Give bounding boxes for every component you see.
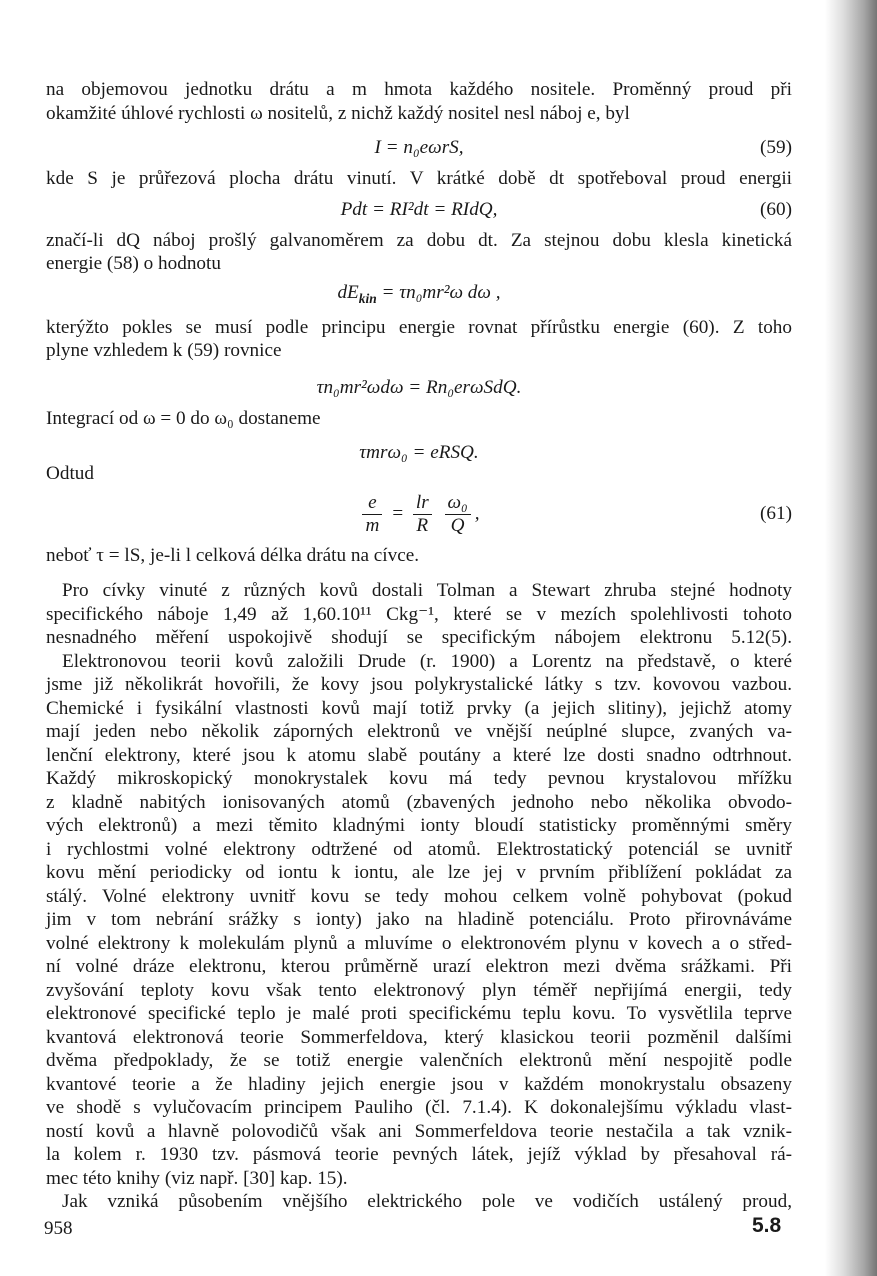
text-line: kvantová elektronová teorie Sommerfeldova, který klasickou teorii pozměnil dalšími [46,1026,792,1048]
page-body [46,78,792,1214]
text-line: Elektronovou teorii kovů založili Drude (r. 1900) a Lorentz na představě, o které [62,650,792,672]
fraction-e-over-m: $\frac{e}{m}$ [362,492,382,537]
text-line: kovu mění periodicky od iontu k iontu, ale lze jej v prvním přiblížení pokládat za [46,862,792,883]
fraction-lr-over-R: $\frac{lr}{R}$ [413,492,432,537]
text-line: Jak vzniká působením vnějšího elektrického pole ve vodičích ustálený proud, [62,1191,792,1212]
equation-energy-balance [46,373,792,403]
text-line: mají jeden nebo několik záporných elektronů ve vnější neúplné slupce, zvaných va- [46,721,792,742]
equation-number: (59) [760,137,792,158]
equation-kinetic-energy [46,278,792,308]
text-line: kde S je průřezová plocha drátu vinutí. V krátké době dt spotřeboval proud energii [46,168,792,189]
text-line: dvěma předpoklady, že se totiž energie valenčních elektronů mění nespojitě podle [46,1050,792,1071]
equation-60 [46,195,792,225]
text-label-odtud: Odtud [46,463,94,484]
text-line: Chemické i fysikální vlastnosti kovů mají totiž prvky (a jejich slitiny), jejichž atomy [46,697,792,719]
text-line: jim v tom nebrání srážky s ionty) jako na hladině potenciálu. Proto přirovnáváme [46,909,792,930]
text-line: elektronové specifické teplo je malé proti specifickému teplu kovu. To vysvětlila teprve [46,1003,792,1024]
text-line: nesnadného měření uspokojivě shodují se specifickým nábojem elektronu 5.12(5). [46,627,792,648]
paragraph-electron-theory [46,650,792,1191]
fraction-omega-over-Q: $\frac{\text{ω₀}}{Q}$ [445,492,471,537]
equation-expression: I = n₀eωrS, [374,137,464,158]
text-line: stálý. Volné elektrony uvnitř kovu se tedy mohou celkem volně pohybovat (pokud [46,885,792,907]
paragraph-tolman-stewart [46,579,792,650]
equation-number: (60) [760,198,792,220]
text-line: ní volné dráze elektronu, kterou průměrně urazí elektron mezi dvěma srážkami. Při [46,956,792,977]
text-line: jsme již několikrát hovořili, že kovy jsou polykrystalické látky s tzv. kovovou vazbou. [46,674,792,695]
text-line: ností kovů a hlavně polovodičů však ani Sommerfeldova teorie nestačila a tak vznik- [46,1120,792,1142]
equation-61: $\frac{e}{m}$ = $\frac{lr}{R}$ $\frac{\text{ω₀}}{Q}$ , (61) [46,488,792,540]
text-line: lenční elektrony, které jsou k atomu slabě poutány a které lze dosti snadno odtrhnout. [46,744,792,766]
text-line: plyne vzhledem k (59) rovnice [46,340,282,361]
book-spine-shadow [825,0,877,1276]
equation-expression: τn₀mr²ωdω = Rn₀erωSdQ. [316,376,522,398]
equation-number: (61) [760,502,792,524]
text-line: zvyšování teploty kovu však tento elektronový plyn téměř nepřijímá energii, tedy [46,979,792,1001]
text-line: vých elektronů) a mezi těmito kladnými ionty bloudí statisticky proměnnými směry [46,815,792,836]
equation-subscript: kin [358,290,377,306]
text-line: okamžité úhlové rychlosti ω nositelů, z nichž každý nositel nesl náboj e, byl [46,102,630,124]
text-line: značí-li dQ náboj prošlý galvanoměrem za dobu dt. Za stejnou dobu klesla kinetická [46,229,792,251]
text-line: volné elektrony k molekulám plynů a mluvíme o elektronovém plynu v kovech a o střed- [46,932,792,954]
equation-integrated [46,438,792,468]
text-line: specifického náboje 1,49 až 1,60.10¹¹ Ckg⁻¹, které se v mezích spolehlivosti tohoto [46,603,792,625]
text-line: Každý mikroskopický monokrystalek kovu má tedy pevnou krystalovou mřížku [46,768,792,789]
equation-59 [46,133,792,163]
text-line: la kolem r. 1930 tzv. pásmová teorie pevných látek, jejíž výklad by přesahoval rá- [46,1144,792,1165]
equation-expression: τmrω₀ = eRSQ. [359,442,479,463]
text-line: kvantové teorie a že hladiny jejich energie jsou v každém monokrystalu obsazeny [46,1073,792,1095]
text-line: energie (58) o hodnotu [46,253,221,274]
text-line: neboť τ = lS, je-li l celková délka drátu na cívce. [46,544,420,566]
equation-expression: Pdt = RI²dt = RIdQ, [340,198,498,220]
text-line: Integrací od ω = 0 do ω₀ dostaneme [46,407,321,429]
text-line: na objemovou jednotku drátu a m hmota každého nositele. Proměnný proud při [46,79,792,100]
text-line: i rychlostmi volné elektrony odtržené od atomů. Elektrostatický potenciál se uvnitř [46,838,792,860]
page-number: 958 [44,1218,73,1239]
equation-lhs: dE [337,281,359,303]
text-line: kterýžto pokles se musí podle principu energie rovnat přírůstku energie (60). Z toho [46,316,792,338]
text-line: mec této knihy (viz např. [30] kap. 15). [46,1167,348,1189]
text-line: ve shodě s vylučovacím principem Pauliho (čl. 7.1.4). K dokonalejšímu výkladu vlast- [46,1097,792,1118]
section-number: 5.8 [752,1214,782,1237]
text-line: Pro cívky vinuté z různých kovů dostali Tolman a Stewart zhruba stejné hodnoty [62,580,792,601]
text-line: z kladně nabitých ionisovaných atomů (zbavených jednoho nebo několika obvodo- [46,791,792,813]
equation-rhs: = τn₀mr²ω dω , [381,281,501,303]
